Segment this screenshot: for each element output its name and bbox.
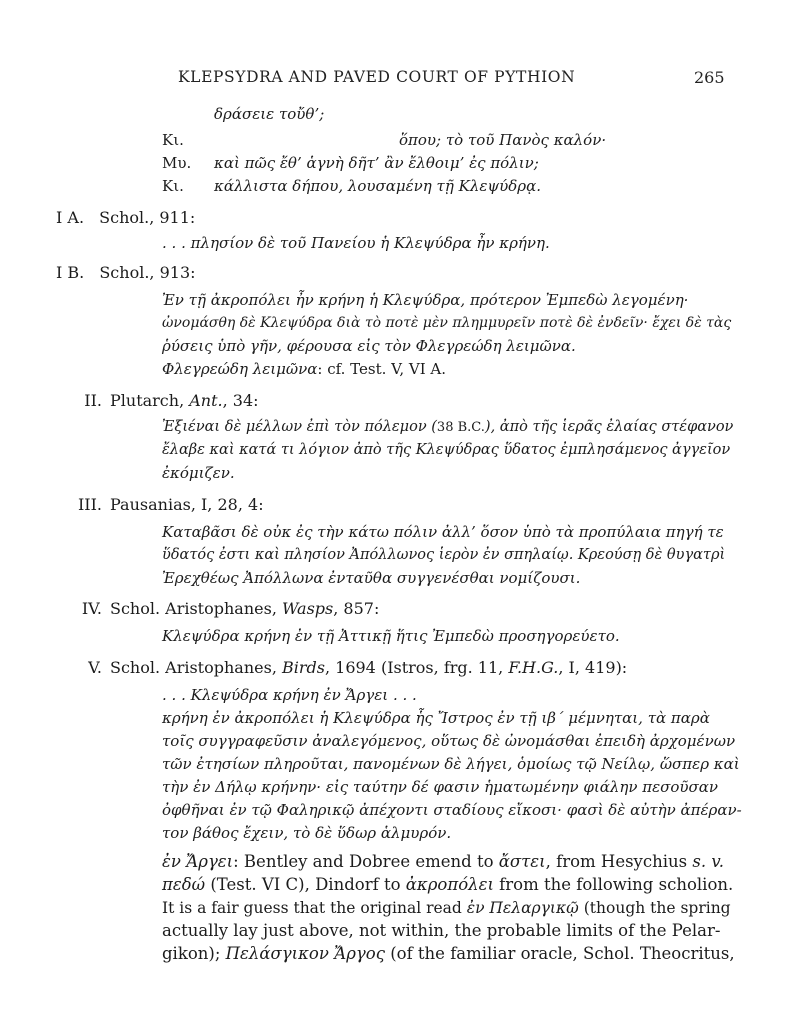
- note-text: : Bentley and Dobree emend to: [233, 852, 499, 871]
- note-text: : cf. Test. V, VI A.: [317, 360, 447, 378]
- section-heading: [56, 494, 264, 516]
- greek-term: πεδώ: [162, 875, 206, 894]
- greek-term: Φλεγρεώδη λειμῶνα: [162, 360, 318, 378]
- section-label: V.: [88, 658, 102, 677]
- section-heading: [56, 390, 259, 412]
- greek-term: ἐν Πελαργικῷ: [466, 899, 579, 917]
- section-label: I A.: [56, 208, 85, 227]
- greek-quote: κρήνη ἐν ἀκροπόλει ἡ Κλεψύδρα ἧς Ἴστρος ἐν τῇ ιβ΄ μέμνηται, τὰ παρὰ: [162, 709, 710, 727]
- speaker: Κι.: [162, 177, 184, 195]
- section-source: Schol. Aristophanes,: [110, 658, 282, 677]
- section-label: II.: [84, 391, 102, 410]
- speaker: Κι.: [162, 131, 184, 149]
- section-source: Pausanias, I, 28, 4:: [110, 495, 264, 514]
- section-label: III.: [77, 495, 102, 514]
- note-text: from the following scholion.: [493, 875, 734, 894]
- note-line: [162, 358, 446, 380]
- greek-quote: τὴν ἐν Δήλῳ κρήνην· εἰς ταύτην δέ φασιν ἡματωμένην φιάλην πεσοῦσαν: [162, 778, 719, 796]
- note-text: gikon);: [162, 944, 226, 963]
- greek-quote: Ἐν τῇ ἀκροπόλει ἦν κρήνη ἡ Κλεψύδρα, πρότερον Ἐμπεδὼ λεγομένη·: [162, 291, 689, 309]
- abbrev: s. v.: [692, 852, 724, 871]
- commentary-line: [162, 897, 731, 919]
- section-heading: [56, 598, 379, 620]
- dialogue-line: δράσειε τοὔθ’;: [214, 105, 325, 123]
- greek-quote: ἐκόμιζεν.: [162, 464, 235, 482]
- dialogue-text: ὅπου; τὸ τοῦ Πανὸς καλόν·: [399, 131, 607, 149]
- greek-quote: Ἐρεχθέως Ἀπόλλωνα ἐνταῦθα συγγενέσθαι νομίζουσι.: [162, 569, 581, 587]
- greek-quote: [162, 416, 733, 439]
- dialogue-text: καὶ πῶς ἔθ’ ἁγνὴ δῆτ’ ἂν ἔλθοιμ’ ἐς πόλιν;: [214, 154, 539, 172]
- greek-quote: ὕδατός ἐστι καὶ πλησίον Ἀπόλλωνος ἱερὸν ἐν σπηλαίῳ. Κρεούσῃ δὲ θυγατρὶ: [162, 547, 726, 563]
- greek-term: ἐν Ἄργει: [162, 852, 234, 871]
- date: 38 B.C.: [436, 420, 485, 435]
- running-header: KLEPSYDRA AND PAVED COURT OF PYTHION: [178, 68, 576, 86]
- dialogue-line: [162, 152, 539, 174]
- greek-term: ἄστει: [498, 852, 546, 871]
- section-heading: [56, 262, 196, 284]
- section-source: Schol. Aristophanes,: [110, 599, 282, 618]
- commentary-line: actually lay just above, not within, the probable limits of the Pelar-: [162, 921, 721, 940]
- note-text: (though the spring: [578, 899, 731, 917]
- note-text: It is a fair guess that the original read: [162, 899, 467, 917]
- work-title: Birds: [281, 658, 325, 677]
- section-source: , I, 419):: [558, 658, 628, 677]
- section-source: Plutarch,: [110, 391, 190, 410]
- work-title: Wasps: [281, 599, 334, 618]
- greek-quote: ὠνομάσθη δὲ Κλεψύδρα διὰ τὸ ποτὲ μὲν πλημμυρεῖν ποτὲ δὲ ἐνδεῖν· ἔχει δὲ τὰς: [162, 315, 732, 331]
- greek-term: ἀκροπόλει: [405, 875, 494, 894]
- section-source: , 857:: [333, 599, 380, 618]
- greek-text: ), ἀπὸ τῆς ἱερᾶς ἐλαίας στέφανον: [484, 419, 734, 435]
- work-title: F.H.G.: [508, 658, 559, 677]
- speaker: Μυ.: [162, 154, 192, 172]
- section-source: , 1694 (Istros, frg. 11,: [324, 658, 509, 677]
- greek-quote: τοῖς συγγραφεῦσιν ἀναλεγόμενος, οὕτως δὲ ὠνομάσθαι ἐπειδὴ ἀρχομένων: [162, 732, 736, 750]
- greek-text: Ἐξιέναι δὲ μέλλων ἐπὶ τὸν πόλεμον (: [162, 419, 437, 435]
- page-number: 265: [694, 68, 725, 87]
- section-heading: [56, 207, 195, 229]
- greek-quote: ἔλαβε καὶ κατά τι λόγιον ἀπὸ τῆς Κλεψύδρας ὕδατος ἐμπλησάμενος ἀγγεῖον: [162, 442, 731, 458]
- greek-quote: . . . πλησίον δὲ τοῦ Πανείου ἡ Κλεψύδρα ἦν κρήνη.: [162, 234, 550, 252]
- greek-quote: τον βάθος ἔχειν, τὸ δὲ ὕδωρ ἁλμυρόν.: [162, 824, 452, 842]
- section-source: Schol., 911:: [99, 208, 196, 227]
- note-text: (of the familiar oracle, Schol. Theocritus,: [384, 944, 735, 963]
- section-source: Schol., 913:: [99, 263, 196, 282]
- dialogue-line: [162, 175, 541, 197]
- section-heading: [56, 657, 627, 679]
- work-title: Ant.: [189, 391, 223, 410]
- dialogue-text: κάλλιστα δήπου, λουσαμένη τῇ Κλεψύδρᾳ.: [214, 177, 541, 195]
- greek-quote: ῥύσεις ὑπὸ γῆν, φέρουσα εἰς τὸν Φλεγρεώδη λειμῶνα.: [162, 337, 576, 355]
- greek-quote: ὀφθῆναι ἐν τῷ Φαληρικῷ ἀπέχοντι σταδίους εἴκοσι· φασὶ δὲ αὐτὴν ἀπέραν-: [162, 801, 742, 819]
- greek-quote: Καταβᾶσι δὲ οὐκ ἐς τὴν κάτω πόλιν ἀλλ’ ὅσον ὑπὸ τὰ προπύλαια πηγή τε: [162, 523, 724, 541]
- greek-quote: τῶν ἐτησίων πληροῦται, πανομένων δὲ λήγει, ὁμοίως τῷ Νείλῳ, ὥσπερ καὶ: [162, 755, 740, 773]
- section-source: , 34:: [222, 391, 259, 410]
- dialogue-line: [162, 129, 606, 151]
- commentary-line: [162, 874, 733, 896]
- greek-quote: Κλεψύδρα κρήνη ἐν τῇ Ἀττικῇ ἥτις Ἐμπεδὼ προσηγορεύετο.: [162, 627, 620, 645]
- section-label: IV.: [81, 599, 102, 618]
- greek-term: Πελάσγικον Ἄργος: [225, 944, 385, 963]
- note-text: , from Hesychius: [545, 852, 693, 871]
- commentary-line: [162, 851, 724, 873]
- note-text: (Test. VI C), Dindorf to: [205, 875, 406, 894]
- commentary-line: [162, 943, 735, 965]
- section-label: I B.: [56, 263, 85, 282]
- greek-quote: . . . Κλεψύδρα κρήνη ἐν Ἄργει . . .: [162, 686, 417, 704]
